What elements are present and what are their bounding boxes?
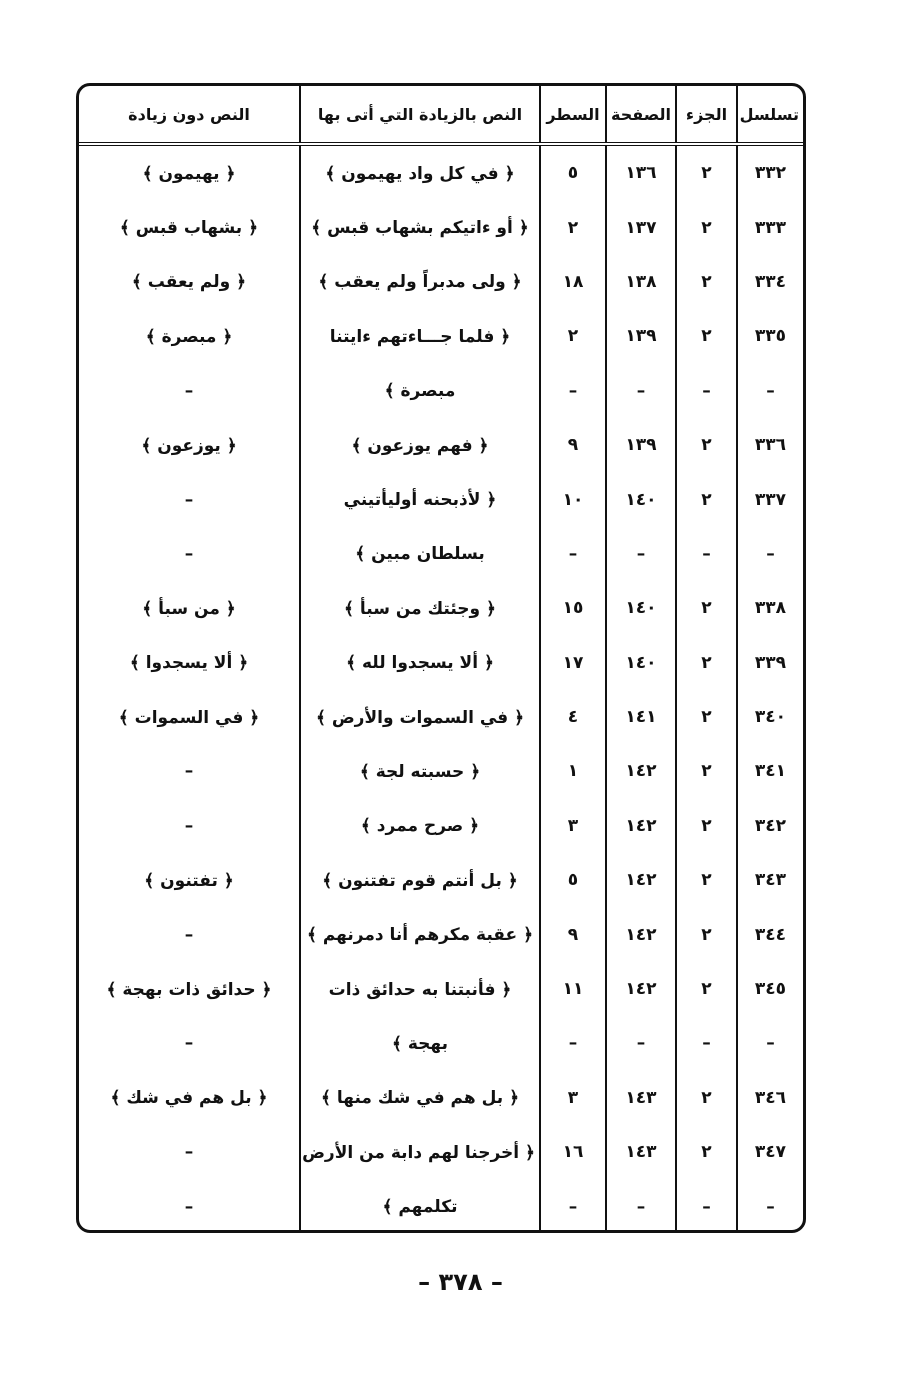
cell-line: ٩: [540, 418, 606, 472]
cell-serial: ٣٤١: [737, 744, 803, 798]
cell-page: ١٤٢: [606, 799, 676, 853]
cell-text-without-addition: ﴿ تفتنون ﴾: [144, 870, 234, 891]
cell-text-with-addition: ﴿ صرح ممرد ﴾: [300, 799, 540, 853]
cell-part: ٢: [676, 309, 737, 363]
cell-text-with-addition: ﴿ ولى مدبراً ولم يعقب ﴾: [300, 255, 540, 309]
cell-text-with-addition: ﴿ فلما جـــاءتهم ءايتنا: [300, 309, 540, 363]
cell-text-with-addition: ﴿ فهم يوزعون ﴾: [300, 418, 540, 472]
cell-text-with-addition: ﴿ فأنبتنا به حدائق ذات: [300, 962, 540, 1016]
cell-page: –: [606, 364, 676, 418]
cell-line: ١١: [540, 962, 606, 1016]
cell-text-with-addition: ﴿ بل أنتم قوم تفتنون ﴾: [300, 853, 540, 907]
cell-text-without-addition: ﴿ بشهاب قبس ﴾: [119, 218, 259, 239]
table-row: [79, 907, 803, 961]
cell-text-with-addition: ﴿ حسبته لجة ﴾: [300, 744, 540, 798]
table-header-row: [79, 86, 803, 144]
cell-serial: ٣٤٠: [737, 690, 803, 744]
cell-text-with-addition: ﴿ بل هم في شك منها ﴾: [300, 1071, 540, 1125]
cell-line: –: [540, 1016, 606, 1070]
cell-serial: ٣٤٢: [737, 799, 803, 853]
cell-part: ٢: [676, 744, 737, 798]
cell-page: ١٣٩: [606, 309, 676, 363]
cell-page: ١٤٢: [606, 744, 676, 798]
cell-text-without-addition: ﴿ ألا يسجدوا ﴾: [129, 653, 249, 674]
cell-serial: ٣٣٨: [737, 581, 803, 635]
cell-part: ٢: [676, 255, 737, 309]
cell-serial: ٣٤٥: [737, 962, 803, 1016]
table-row: [79, 527, 803, 581]
table-row: [79, 200, 803, 254]
cell-part: ٢: [676, 907, 737, 961]
cell-text-with-addition: ﴿ لأذبحنه أوليأتيني: [300, 472, 540, 526]
cell-text-with-addition: بسلطان مبين ﴾: [300, 527, 540, 581]
cell-text-with-addition: ﴿ ألا يسجدوا لله ﴾: [300, 636, 540, 690]
cell-serial: ٣٣٦: [737, 418, 803, 472]
page-number: – ٣٧٨ –: [418, 1268, 503, 1296]
header-serial: تسلسل: [737, 86, 803, 144]
cell-serial: ٣٤٣: [737, 853, 803, 907]
table-row: [79, 799, 803, 853]
cell-part: ٢: [676, 581, 737, 635]
cell-page: ١٣٩: [606, 418, 676, 472]
header-page: الصفحة: [606, 86, 676, 144]
cell-page: ١٤١: [606, 690, 676, 744]
concordance-table: [79, 86, 803, 1233]
cell-line: ١٦: [540, 1125, 606, 1179]
cell-part: ٢: [676, 418, 737, 472]
cell-line: ١٧: [540, 636, 606, 690]
cell-text-without-addition: –: [184, 1142, 194, 1163]
cell-line: –: [540, 1179, 606, 1233]
cell-serial: ٣٣٣: [737, 200, 803, 254]
cell-serial: –: [737, 364, 803, 418]
cell-part: ٢: [676, 1125, 737, 1179]
table-row: [79, 364, 803, 418]
cell-part: ٢: [676, 200, 737, 254]
table-row: [79, 472, 803, 526]
cell-part: ٢: [676, 690, 737, 744]
cell-text-without-addition: –: [184, 543, 194, 564]
cell-text-with-addition: ﴿ عقبة مكرهم أنا دمرنهم ﴾: [300, 907, 540, 961]
cell-part: –: [676, 364, 737, 418]
cell-page: –: [606, 527, 676, 581]
cell-page: ١٤٠: [606, 581, 676, 635]
cell-part: ٢: [676, 472, 737, 526]
table-row: [79, 1016, 803, 1070]
cell-text-with-addition: ﴿ في السموات والأرض ﴾: [300, 690, 540, 744]
table-row: [79, 581, 803, 635]
table-row: [79, 255, 803, 309]
cell-text-without-addition: –: [184, 489, 194, 510]
cell-page: ١٤٢: [606, 962, 676, 1016]
cell-line: ٩: [540, 907, 606, 961]
cell-text-without-addition: ﴿ ولم يعقب ﴾: [131, 272, 247, 293]
cell-line: ٣: [540, 799, 606, 853]
cell-serial: –: [737, 527, 803, 581]
cell-page: ١٤٣: [606, 1071, 676, 1125]
cell-page: ١٣٧: [606, 200, 676, 254]
table-row: [79, 744, 803, 798]
cell-text-with-addition: ﴿ في كل واد يهيمون ﴾: [300, 144, 540, 200]
table-row: [79, 853, 803, 907]
cell-page: ١٣٨: [606, 255, 676, 309]
table-row: [79, 1179, 803, 1233]
cell-serial: ٣٤٧: [737, 1125, 803, 1179]
cell-part: ٢: [676, 853, 737, 907]
cell-part: ٢: [676, 636, 737, 690]
cell-text-with-addition: تكلمهم ﴾: [300, 1179, 540, 1233]
cell-text-with-addition: ﴿ أخرجنا لهم دابة من الأرض: [300, 1125, 540, 1179]
table-row: [79, 309, 803, 363]
cell-serial: ٣٤٤: [737, 907, 803, 961]
table-row: [79, 1125, 803, 1179]
cell-text-without-addition: –: [184, 924, 194, 945]
cell-page: ١٤٠: [606, 636, 676, 690]
table-body: [79, 144, 803, 1233]
cell-part: –: [676, 1016, 737, 1070]
header-text-with-addition: النص بالزيادة التي أتى بها: [300, 86, 540, 144]
cell-page: ١٤٢: [606, 907, 676, 961]
cell-text-without-addition: ﴿ بل هم في شك ﴾: [110, 1088, 268, 1109]
cell-line: ٢: [540, 309, 606, 363]
cell-text-without-addition: ﴿ من سبأ ﴾: [142, 598, 236, 619]
table-row: [79, 636, 803, 690]
cell-part: ٢: [676, 144, 737, 200]
header-text-without-addition: النص دون زيادة: [79, 86, 300, 144]
cell-page: ١٤٠: [606, 472, 676, 526]
cell-serial: ٣٤٦: [737, 1071, 803, 1125]
cell-line: ٢: [540, 200, 606, 254]
cell-part: –: [676, 1179, 737, 1233]
cell-page: –: [606, 1016, 676, 1070]
cell-text-without-addition: –: [184, 1033, 194, 1054]
cell-part: ٢: [676, 962, 737, 1016]
cell-text-with-addition: بهجة ﴾: [300, 1016, 540, 1070]
cell-page: ١٣٦: [606, 144, 676, 200]
cell-page: ١٤٢: [606, 853, 676, 907]
cell-line: ٥: [540, 853, 606, 907]
cell-line: ١٠: [540, 472, 606, 526]
cell-text-without-addition: –: [184, 380, 194, 401]
cell-text-without-addition: ﴿ يوزعون ﴾: [141, 435, 237, 456]
table-row: [79, 1071, 803, 1125]
table-row: [79, 418, 803, 472]
cell-serial: –: [737, 1016, 803, 1070]
table-frame: [76, 83, 806, 1233]
cell-line: ١٨: [540, 255, 606, 309]
cell-text-without-addition: –: [184, 761, 194, 782]
table-row: [79, 962, 803, 1016]
cell-line: ٤: [540, 690, 606, 744]
cell-line: –: [540, 364, 606, 418]
cell-line: –: [540, 527, 606, 581]
cell-serial: ٣٣٧: [737, 472, 803, 526]
cell-text-without-addition: ﴿ مبصرة ﴾: [145, 326, 233, 347]
header-line: السطر: [540, 86, 606, 144]
cell-text-with-addition: ﴿ وجئتك من سبأ ﴾: [300, 581, 540, 635]
table-row: [79, 144, 803, 200]
cell-line: ١: [540, 744, 606, 798]
cell-part: –: [676, 527, 737, 581]
cell-text-without-addition: ﴿ حدائق ذات بهجة ﴾: [106, 979, 272, 1000]
cell-serial: ٣٣٥: [737, 309, 803, 363]
cell-text-without-addition: –: [184, 1196, 194, 1217]
cell-line: ٥: [540, 144, 606, 200]
cell-line: ١٥: [540, 581, 606, 635]
cell-text-without-addition: ﴿ يهيمون ﴾: [142, 163, 236, 184]
cell-page: –: [606, 1179, 676, 1233]
cell-text-with-addition: مبصرة ﴾: [300, 364, 540, 418]
header-part: الجزء: [676, 86, 737, 144]
cell-serial: ٣٣٤: [737, 255, 803, 309]
table-row: [79, 690, 803, 744]
cell-text-with-addition: ﴿ أو ءاتيكم بشهاب قبس ﴾: [300, 200, 540, 254]
cell-text-without-addition: ﴿ في السموات ﴾: [118, 707, 260, 728]
cell-page: ١٤٣: [606, 1125, 676, 1179]
cell-part: ٢: [676, 799, 737, 853]
cell-line: ٣: [540, 1071, 606, 1125]
cell-serial: –: [737, 1179, 803, 1233]
cell-part: ٢: [676, 1071, 737, 1125]
cell-text-without-addition: –: [184, 815, 194, 836]
cell-serial: ٣٣٢: [737, 144, 803, 200]
cell-serial: ٣٣٩: [737, 636, 803, 690]
